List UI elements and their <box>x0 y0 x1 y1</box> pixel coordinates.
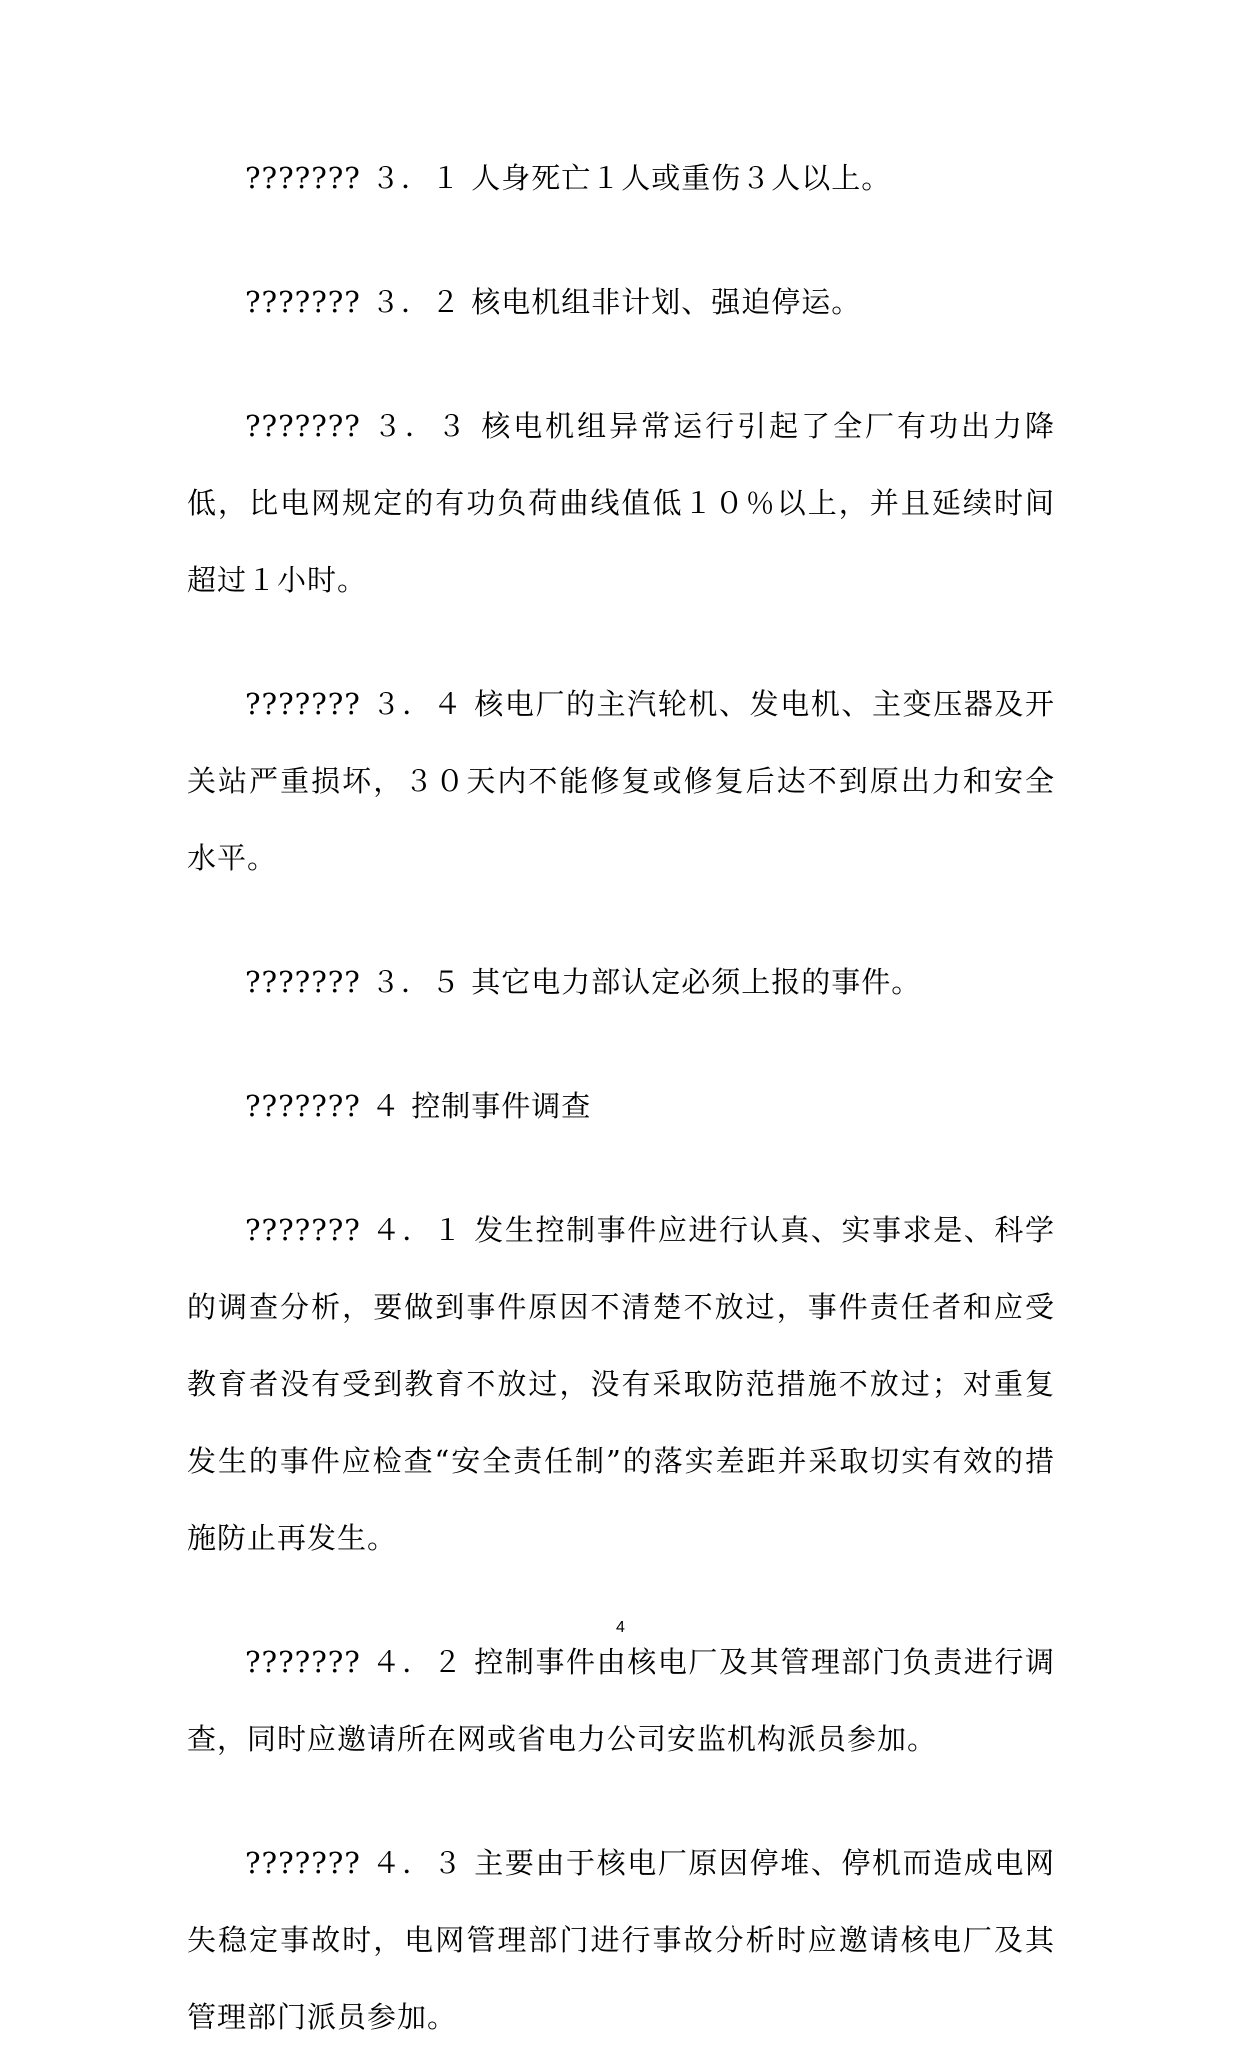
document-body <box>187 140 1055 2056</box>
paragraph-3-5: ??????? ３．５ 其它电力部认定必须上报的事件。 <box>245 965 922 999</box>
paragraph-4-3: ??????? ４．３ 主要由于核电厂原因停堆、停机而造成电网失稳定事故时，电网管理部门进行事故分析时应邀请核电厂及其管理部门派员参加。 <box>187 1846 1055 2034</box>
paragraph-4-1: ??????? ４．１ 发生控制事件应进行认真、实事求是、科学的调查分析，要做到事件原因不清楚不放过，事件责任者和应受教育者没有受到教育不放过，没有采取防范措施不放过；对重复发生的事件应检查“安全责任制”的落实差距并采取切实有效的措施防止再发生。 <box>187 1213 1055 1555</box>
section-heading-4: ??????? ４ 控制事件调查 <box>245 1089 592 1123</box>
paragraph-3-4: ??????? ３．４ 核电厂的主汽轮机、发电机、主变压器及开关站严重损坏，３０天内不能修复或修复后达不到原出力和安全水平。 <box>187 687 1055 875</box>
page-number: 4 <box>616 1619 625 1636</box>
paragraph-3-1: ??????? ３．１ 人身死亡１人或重伤３人以上。 <box>245 161 892 195</box>
paragraph-3-2: ??????? ３．２ 核电机组非计划、强迫停运。 <box>245 285 862 319</box>
paragraph-3-3: ??????? ３．３ 核电机组异常运行引起了全厂有功出力降低，比电网规定的有功负荷曲线值低１０％以上，并且延续时间超过１小时。 <box>187 409 1055 597</box>
paragraph-4-2: ??????? ４．２ 控制事件由核电厂及其管理部门负责进行调查，同时应邀请所在网或省电力公司安监机构派员参加。 <box>187 1645 1055 1756</box>
